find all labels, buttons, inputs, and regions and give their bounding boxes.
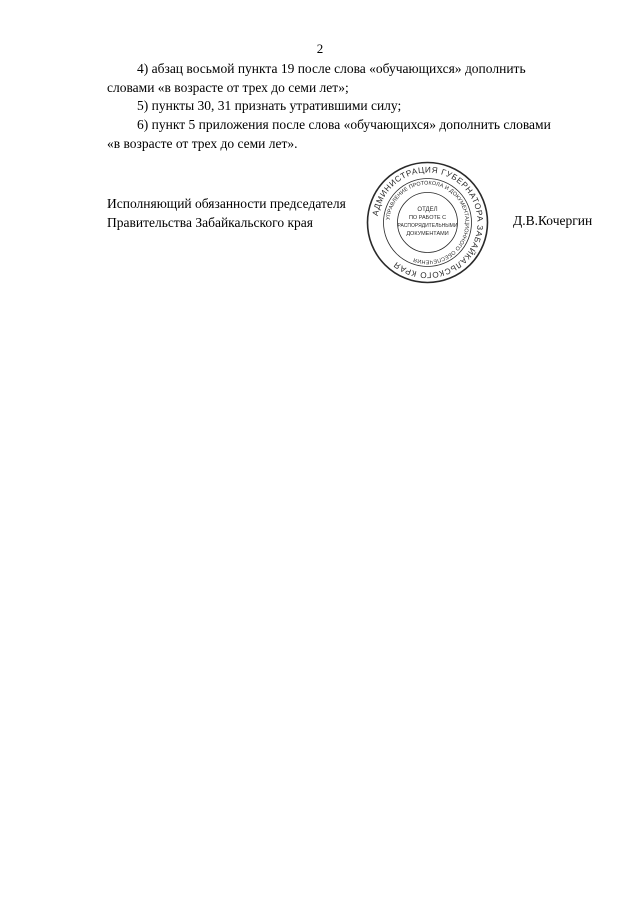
list-item-4 — [107, 59, 602, 97]
stamp-center-line-3: РАСПОРЯДИТЕЛЬНЫМИ — [397, 223, 458, 229]
signatory-name: Д.В.Кочергин — [513, 213, 593, 228]
stamp-seal-graphic — [365, 160, 490, 285]
list-item-6 — [107, 115, 602, 153]
item-4-text-b: «обучающихся» — [369, 61, 462, 76]
stamp-ring-text: АДМИНИСТРАЦИЯ ГУБЕРНАТОРА ЗАБАЙКАЛЬСКОГО КРАЯ — [370, 165, 485, 280]
item-4-line-1 — [107, 59, 602, 78]
stamp-center-line-1: ОТДЕЛ — [417, 207, 438, 213]
signatory-title — [107, 194, 346, 232]
item-4-line-2: словами «в возрасте от трех до семи лет»; — [107, 80, 349, 95]
stamp-center-line-2: ПО РАБОТЕ С — [408, 215, 447, 221]
stamp-center-line-4: ДОКУМЕНТАМИ — [406, 231, 449, 237]
signatory-title-line-1: Исполняющий обязанности председателя — [107, 196, 346, 211]
item-5-line-1: 5) пункты 30, 31 признать утратившими силу; — [137, 98, 402, 113]
signatory-title-line-2: Правительства Забайкальского края — [107, 215, 313, 230]
item-4-text-c: дополнить — [464, 61, 526, 76]
item-6-line-1: 6) пункт 5 приложения после слова «обучающихся» дополнить словами — [137, 117, 551, 132]
item-4-text-a: 4) абзац восьмой пункта 19 после слова — [137, 61, 366, 76]
list-item-5 — [107, 96, 602, 115]
item-6-line-2: «в возрасте от трех до семи лет». — [107, 136, 298, 151]
stamp-inner-ring-text: УПРАВЛЕНИЕ ПРОТОКОЛА И ДОКУМЕНТАЦИОННОГО ОБЕСПЕЧЕНИЯ — [385, 180, 470, 265]
page-number: 2 — [316, 41, 324, 56]
official-stamp — [365, 160, 490, 285]
